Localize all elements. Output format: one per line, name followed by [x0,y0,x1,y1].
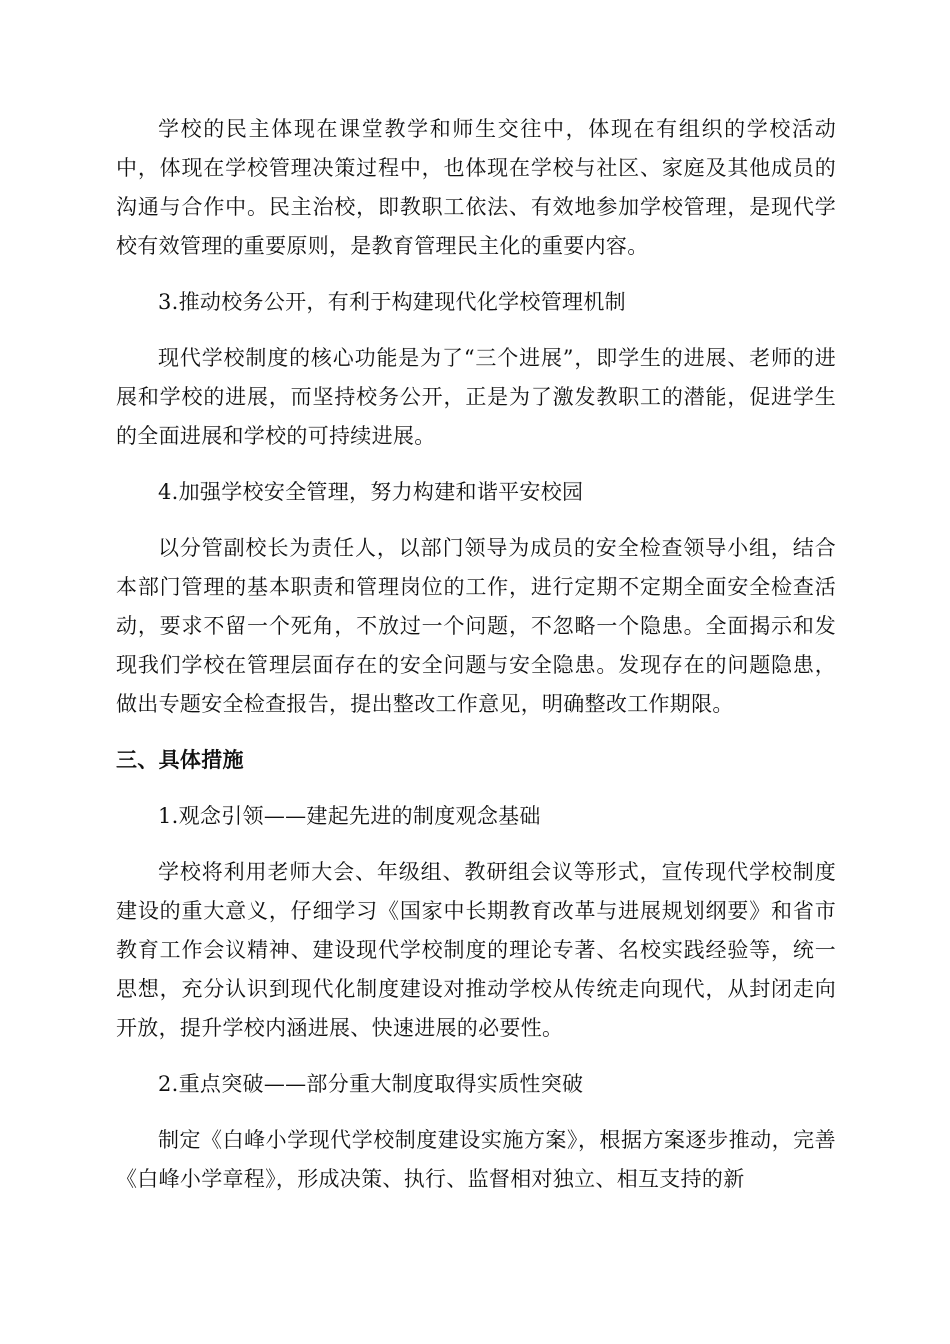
document-page [116,110,836,1216]
paragraph-concept: 学校将利用老师大会、年级组、教研组会议等形式，宣传现代学校制度建设的重大意义，仔细学习《国家中长期教育改革与进展规划纲要》和省市教育工作会议精神、建设现代学校制度的理论专著、名校实践经验等，统一思想，充分认识到现代化制度建设对推动学校从传统走向现代，从封闭走向开放，提升学校内涵进展、快速进展的必要性。 [116,860,836,1040]
section-3-heading: 三、具体措施 [116,748,244,772]
measure-1-heading: 1.观念引领——建起先进的制度观念基础 [158,804,541,828]
paragraph-democracy: 学校的民主体现在课堂教学和师生交往中，体现在有组织的学校活动中，体现在学校管理决策过程中，也体现在学校与社区、家庭及其他成员的沟通与合作中。民主治校，即教职工依法、有效地参加学校管理，是现代学校有效管理的重要原则，是教育管理民主化的重要内容。 [116,117,836,258]
paragraph-breakthrough: 制定《白峰小学现代学校制度建设实施方案》，根据方案逐步推动，完善《白峰小学章程》，形成决策、执行、监督相对独立、相互支持的新 [116,1128,836,1191]
measure-2-heading: 2.重点突破——部分重大制度取得实质性突破 [158,1072,584,1096]
paragraph-core-function: 现代学校制度的核心功能是为了“三个进展”，即学生的进展、老师的进展和学校的进展，而坚持校务公开，正是为了激发教职工的潜能，促进学生的全面进展和学校的可持续进展。 [116,346,836,448]
item-3-heading: 3.推动校务公开，有利于构建现代化学校管理机制 [158,290,626,314]
item-4-heading: 4.加强学校安全管理，努力构建和谐平安校园 [158,480,584,504]
paragraph-safety: 以分管副校长为责任人，以部门领导为成员的安全检查领导小组，结合本部门管理的基本职责和管理岗位的工作，进行定期不定期全面安全检查活动，要求不留一个死角，不放过一个问题，不忽略一个隐患。全面揭示和发现我们学校在管理层面存在的安全问题与安全隐患。发现存在的问题隐患，做出专题安全检查报告，提出整改工作意见，明确整改工作期限。 [116,536,836,716]
